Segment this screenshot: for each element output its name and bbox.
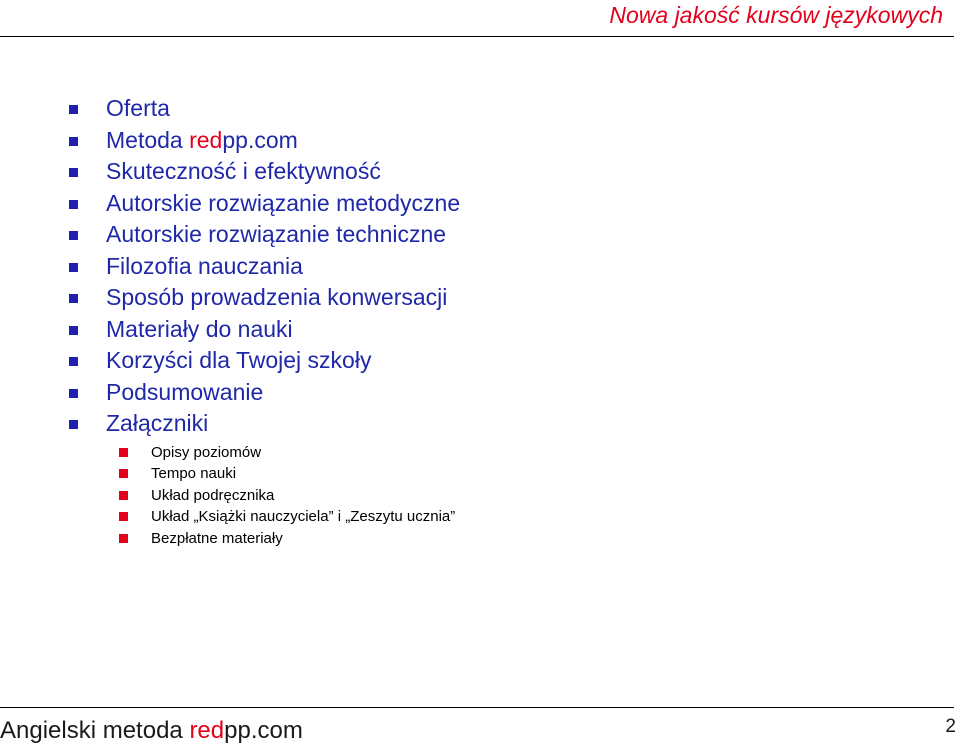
square-bullet-icon (119, 491, 128, 500)
agenda-item-konwersacji (69, 282, 460, 314)
agenda-list (69, 93, 460, 549)
footer-prefix: Angielski metoda (0, 717, 190, 744)
square-bullet-icon (69, 294, 78, 303)
square-bullet-icon (69, 168, 78, 177)
agenda-item-label: Materiały do nauki (106, 315, 293, 342)
sublist-item (69, 463, 460, 485)
agenda-item-skutecznosc (69, 156, 460, 188)
square-bullet-icon (69, 326, 78, 335)
agenda-item-metoda (69, 125, 460, 157)
agenda-item-label-prefix: Metoda (106, 126, 190, 153)
agenda-item-oferta (69, 93, 460, 125)
square-bullet-icon (119, 469, 128, 478)
agenda-item-label: Załączniki (106, 410, 209, 436)
footer-divider (0, 707, 954, 708)
sublist-item (69, 506, 460, 528)
agenda-item-metodyczne (69, 188, 460, 220)
square-bullet-icon (69, 231, 78, 240)
agenda-item-filozofia (69, 251, 460, 283)
sublist-item-label: Układ „Książki nauczyciela” i „Zeszytu ucznia” (151, 508, 456, 525)
brand-red-text: red (189, 717, 225, 744)
agenda-item-label: Autorskie rozwiązanie techniczne (106, 221, 447, 247)
agenda-item-materialy (69, 314, 460, 346)
sublist-item (69, 528, 460, 550)
agenda-item-label: Podsumowanie (106, 378, 264, 405)
sublist-item-label: Bezpłatne materiały (151, 529, 283, 547)
square-bullet-icon (119, 512, 128, 521)
agenda-item-label: Filozofia nauczania (106, 252, 303, 279)
square-bullet-icon (69, 105, 78, 114)
agenda-item-label: Skuteczność i efektywność (106, 158, 381, 184)
sublist-item-label: Układ podręcznika (151, 486, 275, 504)
footer-suffix: pp.com (224, 717, 303, 744)
square-bullet-icon (119, 448, 128, 457)
agenda-item-label: Sposób prowadzenia konwersacji (106, 284, 448, 310)
agenda-item-podsumowanie (69, 377, 460, 409)
square-bullet-icon (69, 137, 78, 146)
sublist-item-label: Opisy poziomów (151, 443, 262, 461)
header-title: Nowa jakość kursów językowych (609, 2, 943, 28)
attachments-sublist (106, 440, 460, 550)
header-divider (0, 36, 954, 37)
brand-red-text: red (189, 126, 223, 153)
agenda-item-label-suffix: pp.com (222, 126, 298, 153)
square-bullet-icon (69, 200, 78, 209)
sublist-item (69, 442, 460, 464)
square-bullet-icon (69, 389, 78, 398)
sublist-item-label: Tempo nauki (151, 465, 237, 482)
square-bullet-icon (69, 357, 78, 366)
square-bullet-icon (69, 263, 78, 272)
agenda-item-label: Korzyści dla Twojej szkoły (106, 347, 372, 373)
agenda-item-label: Autorskie rozwiązanie metodyczne (106, 189, 461, 216)
square-bullet-icon (69, 420, 78, 429)
agenda-item-zalaczniki (69, 408, 460, 549)
page-number: 2 (945, 716, 956, 737)
footer-brand (0, 717, 303, 745)
agenda-item-korzysci (69, 345, 460, 377)
agenda-item-label: Oferta (106, 95, 170, 121)
square-bullet-icon (119, 534, 128, 543)
sublist-item (69, 485, 460, 507)
agenda-item-techniczne (69, 219, 460, 251)
